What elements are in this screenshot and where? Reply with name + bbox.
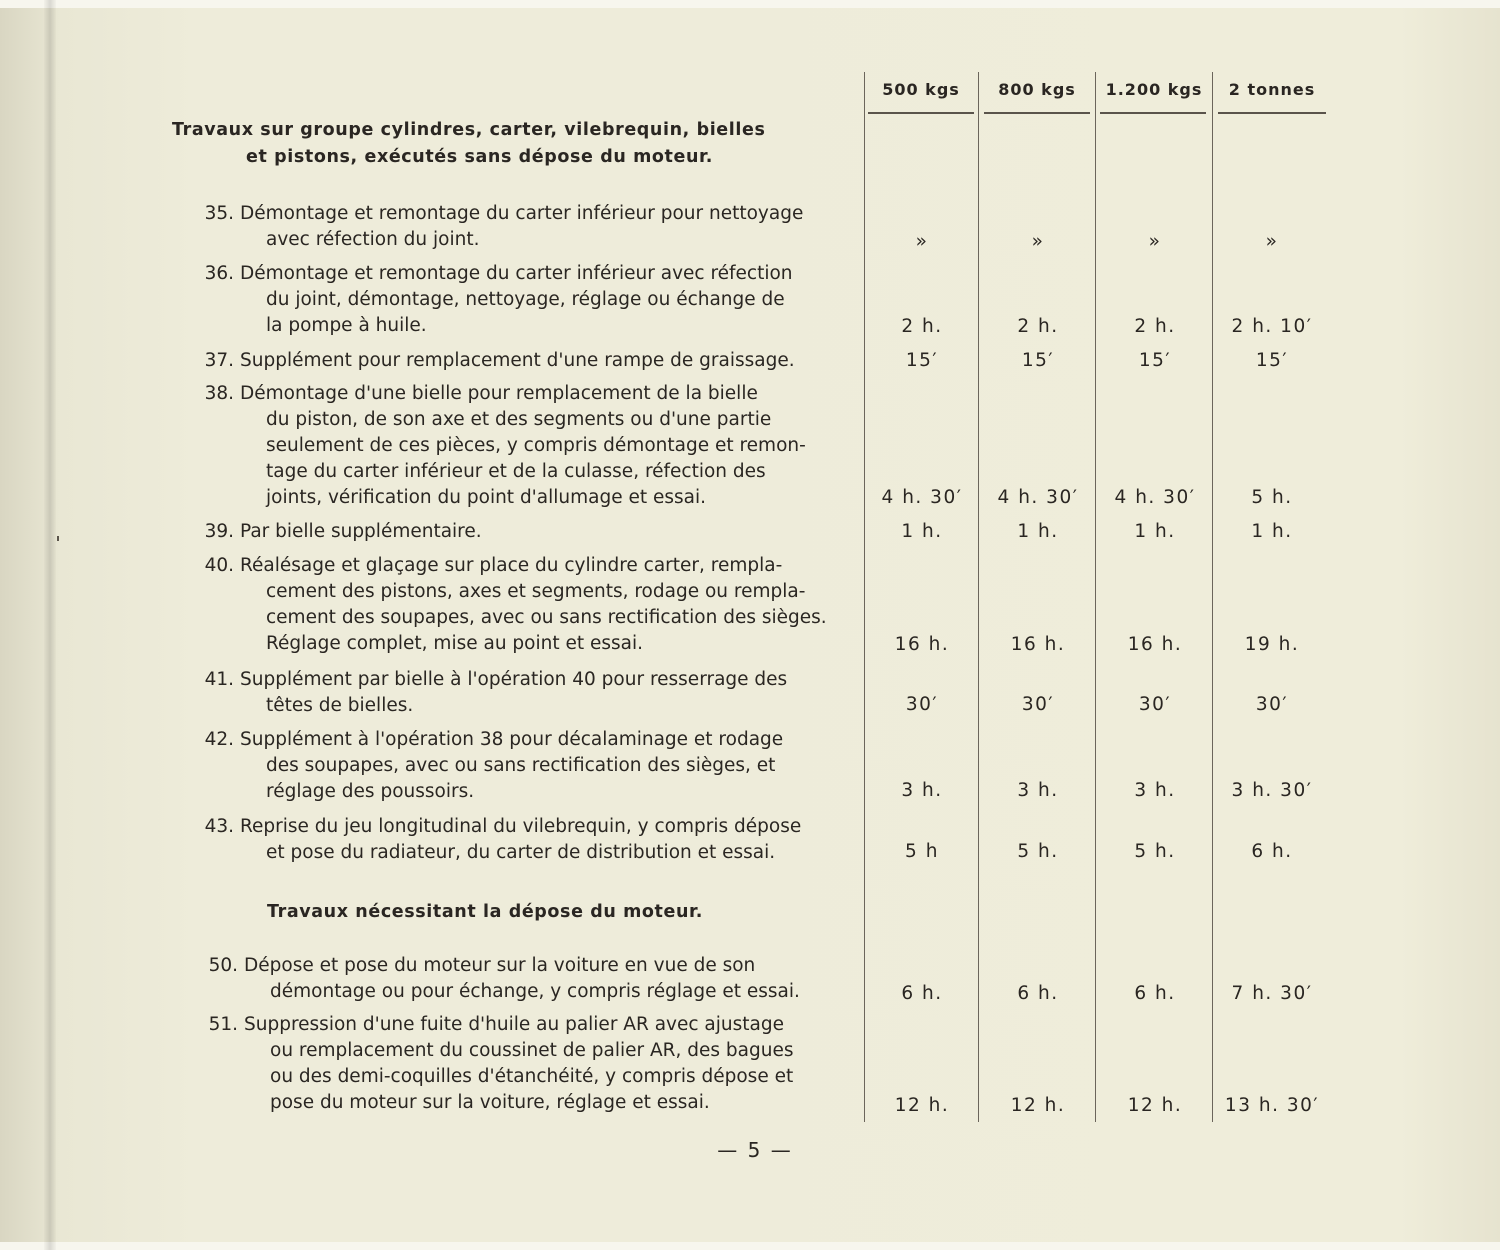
item-description bbox=[240, 553, 857, 657]
value-1200kgs: 15′ bbox=[1138, 350, 1172, 371]
list-item bbox=[180, 261, 860, 339]
value-800kgs: 1 h. bbox=[1017, 521, 1059, 542]
binding-fold bbox=[44, 0, 56, 1250]
value-1200kgs: 4 h. 30′ bbox=[1114, 487, 1196, 508]
list-item bbox=[184, 953, 864, 1005]
scan-mark bbox=[57, 536, 59, 541]
value-2tonnes: 6 h. bbox=[1251, 841, 1293, 862]
value-1200kgs: 2 h. bbox=[1134, 316, 1176, 337]
value-1200kgs: 3 h. bbox=[1134, 780, 1176, 801]
item-number: 43. bbox=[204, 816, 234, 837]
item-number: 36. bbox=[204, 263, 234, 284]
value-2tonnes: 30′ bbox=[1255, 694, 1289, 715]
item-number: 50. bbox=[208, 955, 238, 976]
item-description bbox=[240, 727, 857, 805]
item-line: Dépose et pose du moteur sur la voiture en vue de son bbox=[244, 955, 756, 976]
value-1200kgs: 30′ bbox=[1138, 694, 1172, 715]
item-line: seulement de ces pièces, y compris démontage et remon- bbox=[266, 435, 806, 456]
item-line: cement des soupapes, avec ou sans rectification des sièges. bbox=[266, 607, 827, 628]
column-header-500kgs: 500 kgs bbox=[882, 80, 960, 99]
item-line: du piston, de son axe et des segments ou d'une partie bbox=[266, 409, 772, 430]
value-1200kgs: 5 h. bbox=[1134, 841, 1176, 862]
item-line: têtes de bielles. bbox=[266, 695, 414, 716]
list-item bbox=[180, 667, 860, 719]
value-800kgs: 30′ bbox=[1021, 694, 1055, 715]
item-line: Réalésage et glaçage sur place du cylindre carter, rempla- bbox=[240, 555, 783, 576]
item-line: Démontage et remontage du carter inférieur pour nettoyage bbox=[240, 203, 804, 224]
item-number: 37. bbox=[204, 350, 234, 371]
item-number: 39. bbox=[204, 521, 234, 542]
value-800kgs: 4 h. 30′ bbox=[997, 487, 1079, 508]
item-line: cement des pistons, axes et segments, rodage ou rempla- bbox=[266, 581, 806, 602]
page-bottom-edge bbox=[0, 1242, 1500, 1250]
value-500kgs: 4 h. 30′ bbox=[881, 487, 963, 508]
column-underline bbox=[868, 112, 974, 114]
section-title-line: Travaux sur groupe cylindres, carter, vilebrequin, bielles bbox=[172, 120, 766, 140]
page-top-edge bbox=[0, 0, 1500, 8]
value-500kgs: 16 h. bbox=[894, 634, 950, 655]
item-line: Démontage d'une bielle pour remplacement de la bielle bbox=[240, 383, 758, 404]
item-line: Réglage complet, mise au point et essai. bbox=[266, 633, 644, 654]
value-2tonnes: 5 h. bbox=[1251, 487, 1293, 508]
value-500kgs: 2 h. bbox=[901, 316, 943, 337]
value-500kgs: 12 h. bbox=[894, 1095, 950, 1116]
item-line: avec réfection du joint. bbox=[266, 229, 480, 250]
column-underline bbox=[1100, 112, 1206, 114]
item-line: Supplément pour remplacement d'une rampe de graissage. bbox=[240, 350, 795, 371]
list-item bbox=[180, 553, 860, 657]
value-800kgs: 15′ bbox=[1021, 350, 1055, 371]
value-1200kgs: » bbox=[1148, 231, 1162, 252]
value-2tonnes: 19 h. bbox=[1244, 634, 1300, 655]
value-500kgs: 30′ bbox=[905, 694, 939, 715]
column-underline bbox=[1218, 112, 1326, 114]
item-line: des soupapes, avec ou sans rectification des sièges, et bbox=[266, 755, 776, 776]
item-number: 35. bbox=[204, 203, 234, 224]
item-number: 41. bbox=[204, 669, 234, 690]
item-description bbox=[240, 261, 857, 339]
value-2tonnes: 15′ bbox=[1255, 350, 1289, 371]
value-2tonnes: 13 h. 30′ bbox=[1224, 1095, 1320, 1116]
value-2tonnes: 2 h. 10′ bbox=[1231, 316, 1313, 337]
list-item bbox=[180, 348, 860, 374]
value-500kgs: 5 h bbox=[905, 841, 939, 862]
page-number: — 5 — bbox=[717, 1138, 793, 1162]
value-500kgs: 6 h. bbox=[901, 983, 943, 1004]
item-number: 51. bbox=[208, 1014, 238, 1035]
item-number: 42. bbox=[204, 729, 234, 750]
column-header-1200kgs: 1.200 kgs bbox=[1105, 80, 1203, 99]
value-800kgs: 2 h. bbox=[1017, 316, 1059, 337]
column-underline bbox=[984, 112, 1090, 114]
value-800kgs: 12 h. bbox=[1010, 1095, 1066, 1116]
item-number: 40. bbox=[204, 555, 234, 576]
value-1200kgs: 12 h. bbox=[1127, 1095, 1183, 1116]
value-800kgs: 5 h. bbox=[1017, 841, 1059, 862]
value-2tonnes: 1 h. bbox=[1251, 521, 1293, 542]
value-500kgs: 15′ bbox=[905, 350, 939, 371]
item-description bbox=[244, 953, 861, 1005]
section-title bbox=[267, 899, 857, 926]
list-item bbox=[180, 381, 860, 511]
item-line: réglage des poussoirs. bbox=[266, 781, 475, 802]
item-description bbox=[240, 814, 857, 866]
value-2tonnes: » bbox=[1265, 231, 1279, 252]
list-item bbox=[184, 1012, 864, 1116]
item-description bbox=[240, 381, 857, 511]
value-800kgs: 16 h. bbox=[1010, 634, 1066, 655]
value-1200kgs: 6 h. bbox=[1134, 983, 1176, 1004]
list-item bbox=[180, 727, 860, 805]
column-header-2tonnes: 2 tonnes bbox=[1228, 80, 1316, 99]
list-item bbox=[180, 519, 860, 545]
item-number: 38. bbox=[204, 383, 234, 404]
item-line: Reprise du jeu longitudinal du vilebrequin, y compris dépose bbox=[240, 816, 802, 837]
item-description bbox=[240, 201, 857, 253]
section-title-line: Travaux nécessitant la dépose du moteur. bbox=[267, 902, 704, 922]
value-2tonnes: 3 h. 30′ bbox=[1231, 780, 1313, 801]
item-line: et pose du radiateur, du carter de distribution et essai. bbox=[266, 842, 776, 863]
value-2tonnes: 7 h. 30′ bbox=[1231, 983, 1313, 1004]
value-800kgs: » bbox=[1031, 231, 1045, 252]
value-1200kgs: 1 h. bbox=[1134, 521, 1176, 542]
value-500kgs: 3 h. bbox=[901, 780, 943, 801]
list-item bbox=[180, 814, 860, 866]
item-line: joints, vérification du point d'allumage et essai. bbox=[266, 487, 707, 508]
value-500kgs: 1 h. bbox=[901, 521, 943, 542]
item-line: pose du moteur sur la voiture, réglage et essai. bbox=[270, 1092, 710, 1113]
item-line: Démontage et remontage du carter inférieur avec réfection bbox=[240, 263, 793, 284]
item-line: Par bielle supplémentaire. bbox=[240, 521, 482, 542]
item-line: démontage ou pour échange, y compris réglage et essai. bbox=[270, 981, 800, 1002]
item-line: tage du carter inférieur et de la culasse, réfection des bbox=[266, 461, 766, 482]
item-description bbox=[244, 1012, 861, 1116]
value-800kgs: 3 h. bbox=[1017, 780, 1059, 801]
item-description bbox=[240, 519, 857, 545]
item-line: ou des demi-coquilles d'étanchéité, y compris dépose et bbox=[270, 1066, 794, 1087]
item-line: ou remplacement du coussinet de palier AR, des bagues bbox=[270, 1040, 794, 1061]
section-title bbox=[172, 117, 862, 171]
item-description bbox=[240, 348, 857, 374]
value-1200kgs: 16 h. bbox=[1127, 634, 1183, 655]
item-line: Supplément à l'opération 38 pour décalaminage et rodage bbox=[240, 729, 784, 750]
item-line: du joint, démontage, nettoyage, réglage ou échange de bbox=[266, 289, 785, 310]
list-item bbox=[180, 201, 860, 253]
item-line: la pompe à huile. bbox=[266, 315, 427, 336]
item-line: Supplément par bielle à l'opération 40 pour resserrage des bbox=[240, 669, 788, 690]
section-title-line: et pistons, exécutés sans dépose du moteur. bbox=[246, 147, 713, 167]
column-header-800kgs: 800 kgs bbox=[998, 80, 1076, 99]
item-description bbox=[240, 667, 857, 719]
item-line: Suppression d'une fuite d'huile au palier AR avec ajustage bbox=[244, 1014, 784, 1035]
value-500kgs: » bbox=[915, 231, 929, 252]
value-800kgs: 6 h. bbox=[1017, 983, 1059, 1004]
